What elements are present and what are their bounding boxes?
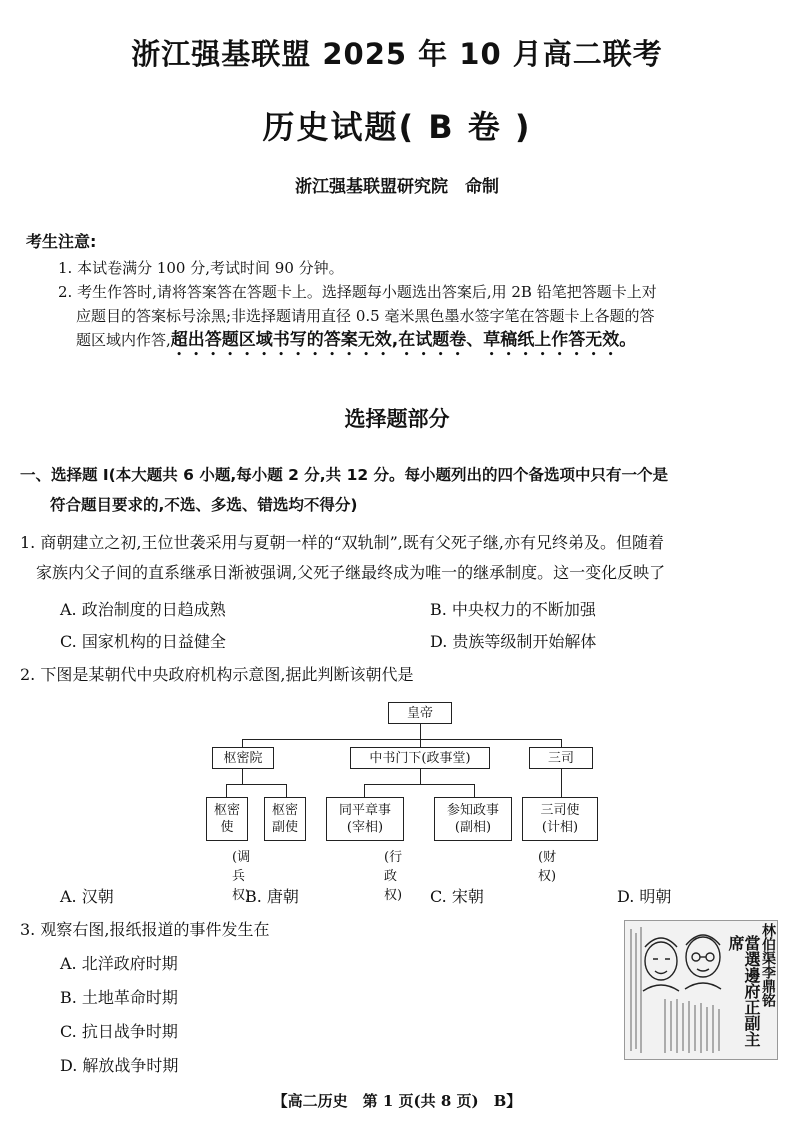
- diagram-line: [242, 739, 243, 747]
- diagram-line: [226, 784, 286, 785]
- diagram-caption-admin: (行政权): [384, 850, 403, 903]
- notice-item-2-line3-plain: 题区域内作答,: [76, 331, 171, 349]
- diagram-line: [420, 769, 421, 784]
- question-3-stem: 3. 观察右图,报纸报道的事件发生在: [20, 920, 270, 939]
- question-3-option-c: C. 抗日战争时期: [60, 1022, 178, 1041]
- question-2-option-c: C. 宋朝: [430, 887, 484, 906]
- diagram-line: [242, 769, 243, 784]
- notice-item-2-line3: [58, 328, 774, 360]
- notice-item-2-line1: 2. 考生作答时,请将答案答在答题卡上。选择题每小题选出答案后,用 2B 铅笔把答题卡上对: [58, 283, 657, 301]
- question-1-option-c: C. 国家机构的日益健全: [60, 632, 226, 651]
- exam-title: 浙江强基联盟 2025 年 10 月高二联考: [131, 37, 663, 71]
- exam-author: 浙江强基联盟研究院 命制: [295, 177, 499, 197]
- diagram-caption-military: (调兵权): [232, 850, 251, 903]
- question-3-option-a: A. 北洋政府时期: [60, 954, 178, 973]
- diagram-box-sansishi: 三司使(计相): [522, 797, 598, 841]
- diagram-line: [286, 784, 287, 797]
- question-1: [20, 528, 780, 588]
- question-1-stem-line2: 家族内父子间的直系继承日渐被强调,父死子继最终成为唯一的继承制度。这一变化反映了: [36, 563, 666, 582]
- notice-heading: 考生注意:: [26, 232, 97, 251]
- diagram-box-canzhi: 参知政事(副相): [434, 797, 512, 841]
- diagram-line: [226, 784, 227, 797]
- diagram-line: [474, 784, 475, 797]
- question-2-option-b: B. 唐朝: [245, 887, 299, 906]
- part1-header-line1: 一、选择题 Ⅰ(本大题共 6 小题,每小题 2 分,共 12 分。每小题列出的四个备选项中只有一个是: [20, 466, 669, 484]
- diagram-box-tongping: 同平章事(宰相): [326, 797, 404, 841]
- notice-item-1: 1. 本试卷满分 100 分,考试时间 90 分钟。: [58, 259, 344, 277]
- diagram-line: [420, 739, 421, 747]
- exam-subtitle: 历史试题( B 卷 ): [262, 108, 532, 146]
- diagram-line: [420, 724, 421, 739]
- page-footer: 【高二历史 第 1 页(共 8 页) B】: [272, 1092, 522, 1110]
- question-1-option-b: B. 中央权力的不断加强: [430, 600, 596, 619]
- diagram-box-zhongshu: 中书门下(政事堂): [350, 747, 490, 769]
- question-3-option-b: B. 土地革命时期: [60, 988, 178, 1007]
- part1-header: [20, 460, 780, 520]
- diagram-box-sansi: 三司: [529, 747, 593, 769]
- diagram-line: [561, 739, 562, 747]
- diagram-box-shumiyuan: 枢密院: [212, 747, 274, 769]
- newspaper-image: [624, 920, 778, 1060]
- question-1-option-d: D. 贵族等级制开始解体: [430, 632, 597, 651]
- diagram-line: [364, 784, 365, 797]
- part1-header-line2: 符合题目要求的,不选、多选、错选均不得分): [50, 496, 358, 514]
- diagram-line: [242, 739, 561, 740]
- notice-emphasis: 超出答题区域书写的答案无效,在试题卷、草稿纸上作答无效。: [170, 330, 637, 350]
- diagram-box-shumifushi: 枢密副使: [264, 797, 306, 841]
- diagram-line: [364, 784, 474, 785]
- question-2-stem: 2. 下图是某朝代中央政府机构示意图,据此判断该朝代是: [20, 665, 414, 684]
- diagram-box-emperor: 皇帝: [388, 702, 452, 724]
- notice-item-2-line2: 应题目的答案标号涂黑;非选择题请用直径 0.5 毫米黑色墨水签字笔在答题卡上各题的答: [76, 307, 655, 325]
- newspaper-headline-line1: 林伯渠李鼎铭: [760, 923, 776, 1007]
- notice-item-2: [58, 280, 774, 360]
- section-title: 选择题部分: [344, 407, 450, 431]
- question-2-option-d: D. 明朝: [617, 887, 672, 906]
- question-1-stem-line1: 1. 商朝建立之初,王位世袭采用与夏朝一样的“双轨制”,既有父死子继,亦有兄终弟及。但随着: [20, 533, 664, 552]
- question-1-option-a: A. 政治制度的日趋成熟: [60, 600, 226, 619]
- newspaper-headline-line2: 當選邊府正副主席: [726, 935, 761, 1047]
- question-3-option-d: D. 解放战争时期: [60, 1056, 179, 1075]
- diagram-caption-finance: (财权): [538, 850, 557, 884]
- diagram-line: [561, 769, 562, 797]
- question-2-option-a: A. 汉朝: [60, 887, 114, 906]
- diagram-box-shumishi: 枢密使: [206, 797, 248, 841]
